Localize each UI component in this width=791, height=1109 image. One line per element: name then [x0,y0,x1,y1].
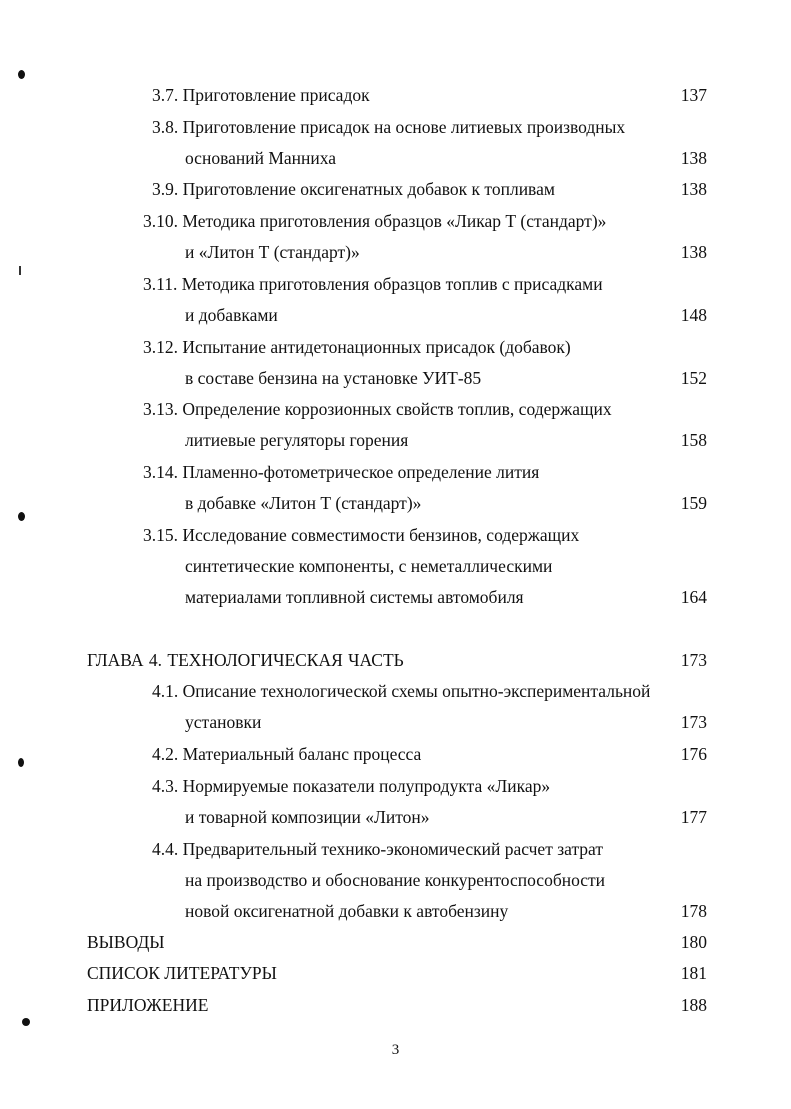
toc-entry-4-2: 4.2. Материальный баланс процесса [152,744,422,764]
scan-mark [18,758,24,767]
page-number-appendix: 188 [680,995,707,1015]
scan-mark [22,1018,30,1026]
toc-entry-4-3: 4.3. Нормируемые показатели полупродукта «Ликар» [152,776,551,796]
page-number-3-8: 138 [680,148,707,168]
toc-entry-3-13: 3.13. Определение коррозионных свойств топлив, содержащих [143,399,612,419]
scan-mark [18,70,25,79]
page-number-references: 181 [680,963,707,983]
toc-entry-3-12-cont: в составе бензина на установке УИТ-85 [185,368,482,388]
toc-entry-4-1: 4.1. Описание технологической схемы опытно-экспериментальной [152,681,651,701]
toc-entry-3-8-cont: оснований Манниха [185,148,337,168]
page-footer-number: 3 [391,1042,400,1058]
toc-entry-3-15: 3.15. Исследование совместимости бензинов, содержащих [143,525,580,545]
scan-mark [18,512,25,521]
page-number-4-2: 176 [680,744,707,764]
page-number-4-1: 173 [680,712,707,732]
page-number-4-4: 178 [680,901,707,921]
page-number-3-13: 158 [680,430,707,450]
toc-entry-4-3-cont: и товарной композиции «Литон» [185,807,430,827]
toc-entry-3-14-cont: в добавке «Литон Т (стандарт)» [185,493,422,513]
page-number-3-14: 159 [680,493,707,513]
toc-entry-4-4: 4.4. Предварительный технико-экономический расчет затрат [152,839,604,859]
toc-conclusions: ВЫВОДЫ [87,932,165,952]
toc-entry-3-12: 3.12. Испытание антидетонационных присадок (добавок) [143,337,571,357]
page-number-conclusions: 180 [680,932,707,952]
toc-entry-3-7: 3.7. Приготовление присадок [152,85,370,105]
page-number-3-15: 164 [680,587,707,607]
page-number-chapter-4: 173 [680,650,707,670]
toc-entry-4-4-cont: на производство и обоснование конкурентоспособности [185,870,606,890]
toc-entry-4-4-cont: новой оксигенатной добавки к автобензину [185,901,509,921]
toc-entry-3-10-cont: и «Литон Т (стандарт)» [185,242,360,262]
toc-references: СПИСОК ЛИТЕРАТУРЫ [87,963,277,983]
page-number-3-10: 138 [680,242,707,262]
toc-entry-3-13-cont: литиевые регуляторы горения [185,430,409,450]
toc-entry-3-15-cont: синтетические компоненты, с неметаллическими [185,556,553,576]
toc-entry-4-1-cont: установки [185,712,262,732]
toc-chapter-4: ГЛАВА 4. ТЕХНОЛОГИЧЕСКАЯ ЧАСТЬ [87,650,404,670]
toc-appendix: ПРИЛОЖЕНИЕ [87,995,209,1015]
page-number-3-12: 152 [680,368,707,388]
toc-entry-3-9: 3.9. Приготовление оксигенатных добавок к топливам [152,179,555,199]
toc-entry-3-10: 3.10. Методика приготовления образцов «Ликар Т (стандарт)» [143,211,607,231]
scan-mark [19,266,21,275]
page-number-4-3: 177 [680,807,707,827]
page-number-3-7: 137 [680,85,707,105]
toc-entry-3-14: 3.14. Пламенно-фотометрическое определение лития [143,462,540,482]
page-number-3-9: 138 [680,179,707,199]
toc-entry-3-11: 3.11. Методика приготовления образцов топлив с присадками [143,274,603,294]
toc-entry-3-11-cont: и добавками [185,305,278,325]
page-number-3-11: 148 [680,305,707,325]
toc-entry-3-8: 3.8. Приготовление присадок на основе литиевых производных [152,117,626,137]
toc-entry-3-15-cont: материалами топливной системы автомобиля [185,587,524,607]
